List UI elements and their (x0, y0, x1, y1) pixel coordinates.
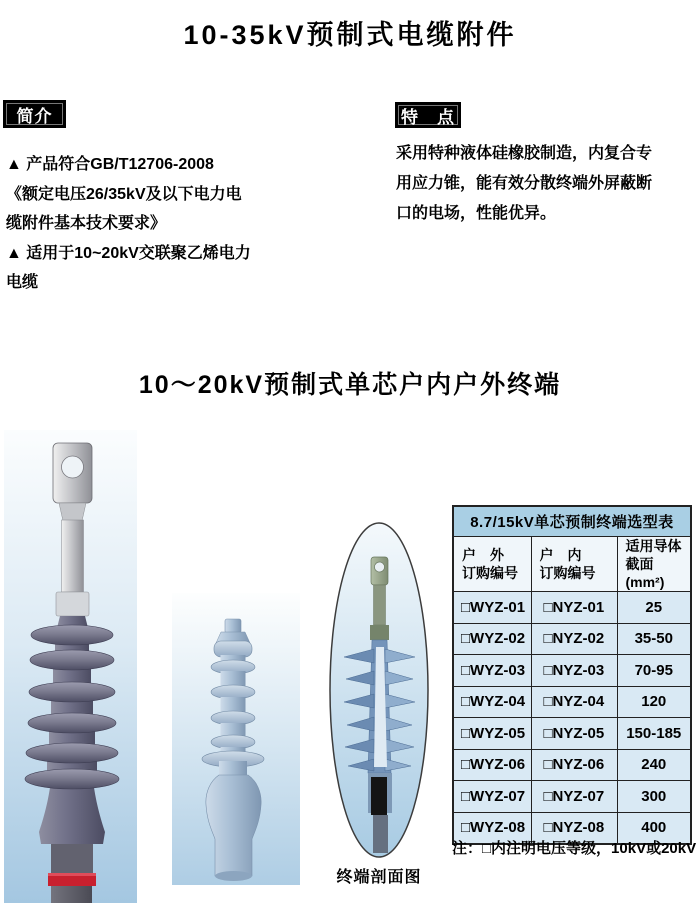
header-line: 截面(mm²) (625, 556, 665, 590)
indoor-termination-photo (172, 593, 300, 885)
table-row (453, 686, 691, 718)
conductor-size-cell: 120 (617, 686, 691, 718)
outdoor-order-cell: □WYZ-04 (453, 686, 531, 718)
column-header-conductor (617, 537, 691, 592)
outdoor-order-cell: □WYZ-03 (453, 655, 531, 687)
table-title-row (453, 506, 691, 537)
header-line: 户 外 (462, 547, 504, 563)
header-line: 订购编号 (462, 565, 518, 581)
conductor-size-cell: 300 (617, 781, 691, 813)
outdoor-order-cell: □WYZ-07 (453, 781, 531, 813)
intro-heading-label: 简介 (16, 106, 53, 126)
indoor-order-cell: □NYZ-03 (531, 655, 617, 687)
features-heading-tag (395, 102, 461, 128)
indoor-order-cell: □NYZ-02 (531, 623, 617, 655)
terminal-selection-table (452, 505, 692, 845)
indoor-termination-illustration (172, 593, 300, 885)
intro-heading-tag (3, 100, 66, 128)
outdoor-order-cell: □WYZ-08 (453, 812, 531, 844)
features-heading-label: 特 点 (401, 107, 455, 127)
conductor-size-cell: 400 (617, 812, 691, 844)
indoor-order-cell: □NYZ-07 (531, 781, 617, 813)
indoor-order-cell: □NYZ-05 (531, 718, 617, 750)
outdoor-order-cell: □WYZ-05 (453, 718, 531, 750)
conductor-size-cell: 25 (617, 592, 691, 624)
indoor-order-cell: □NYZ-01 (531, 592, 617, 624)
cross-section-illustration (328, 521, 430, 859)
intro-line: ▲ 产品符合GB/T12706-2008 (6, 156, 214, 173)
outdoor-order-cell: □WYZ-01 (453, 592, 531, 624)
features-line: 采用特种液体硅橡胶制造，内复合专 (396, 145, 653, 162)
page-title: 10-35kV预制式电缆附件 (183, 20, 517, 50)
table-row (453, 592, 691, 624)
features-line: 用应力锥，能有效分散终端外屏蔽断 (396, 175, 653, 192)
cross-section-caption: 终端剖面图 (336, 869, 422, 886)
header-line: 订购编号 (539, 565, 596, 581)
indoor-order-cell: □NYZ-06 (531, 749, 617, 781)
column-header-indoor (531, 537, 617, 592)
outdoor-termination-photo (4, 430, 137, 903)
table-header-row (453, 537, 691, 592)
table-row (453, 623, 691, 655)
outdoor-termination-illustration (4, 430, 137, 903)
features-text-block (396, 139, 691, 229)
conductor-size-cell: 150-185 (617, 718, 691, 750)
intro-text-block (6, 150, 351, 298)
section-title: 10～20kV预制式单芯户内户外终端 (138, 371, 562, 399)
outdoor-order-cell: □WYZ-02 (453, 623, 531, 655)
indoor-order-cell: □NYZ-08 (531, 812, 617, 844)
column-header-outdoor (453, 537, 531, 592)
intro-line: 《额定电压26/35kV及以下电力电 (6, 185, 242, 203)
indoor-order-cell: □NYZ-04 (531, 686, 617, 718)
header-line: 户 内 (539, 547, 582, 563)
table-row (453, 781, 691, 813)
cross-section-figure (328, 521, 430, 859)
table-row (453, 655, 691, 687)
table-title: 8.7/15kV单芯预制终端选型表 (453, 506, 691, 537)
conductor-size-cell: 240 (617, 749, 691, 781)
intro-line: 电缆 (6, 274, 39, 291)
outdoor-order-cell: □WYZ-06 (453, 749, 531, 781)
features-line: 口的电场，性能优异。 (396, 205, 557, 222)
table-note: 注：□内注明电压等级，10kV或20kV (452, 840, 697, 857)
table-row (453, 749, 691, 781)
intro-line: 缆附件基本技术要求》 (6, 215, 167, 232)
table-row (453, 718, 691, 750)
conductor-size-cell: 70-95 (617, 655, 691, 687)
conductor-size-cell: 35-50 (617, 623, 691, 655)
header-line: 适用导体 (625, 538, 682, 554)
intro-line: ▲ 适用于10~20kV交联聚乙烯电力 (6, 244, 251, 262)
